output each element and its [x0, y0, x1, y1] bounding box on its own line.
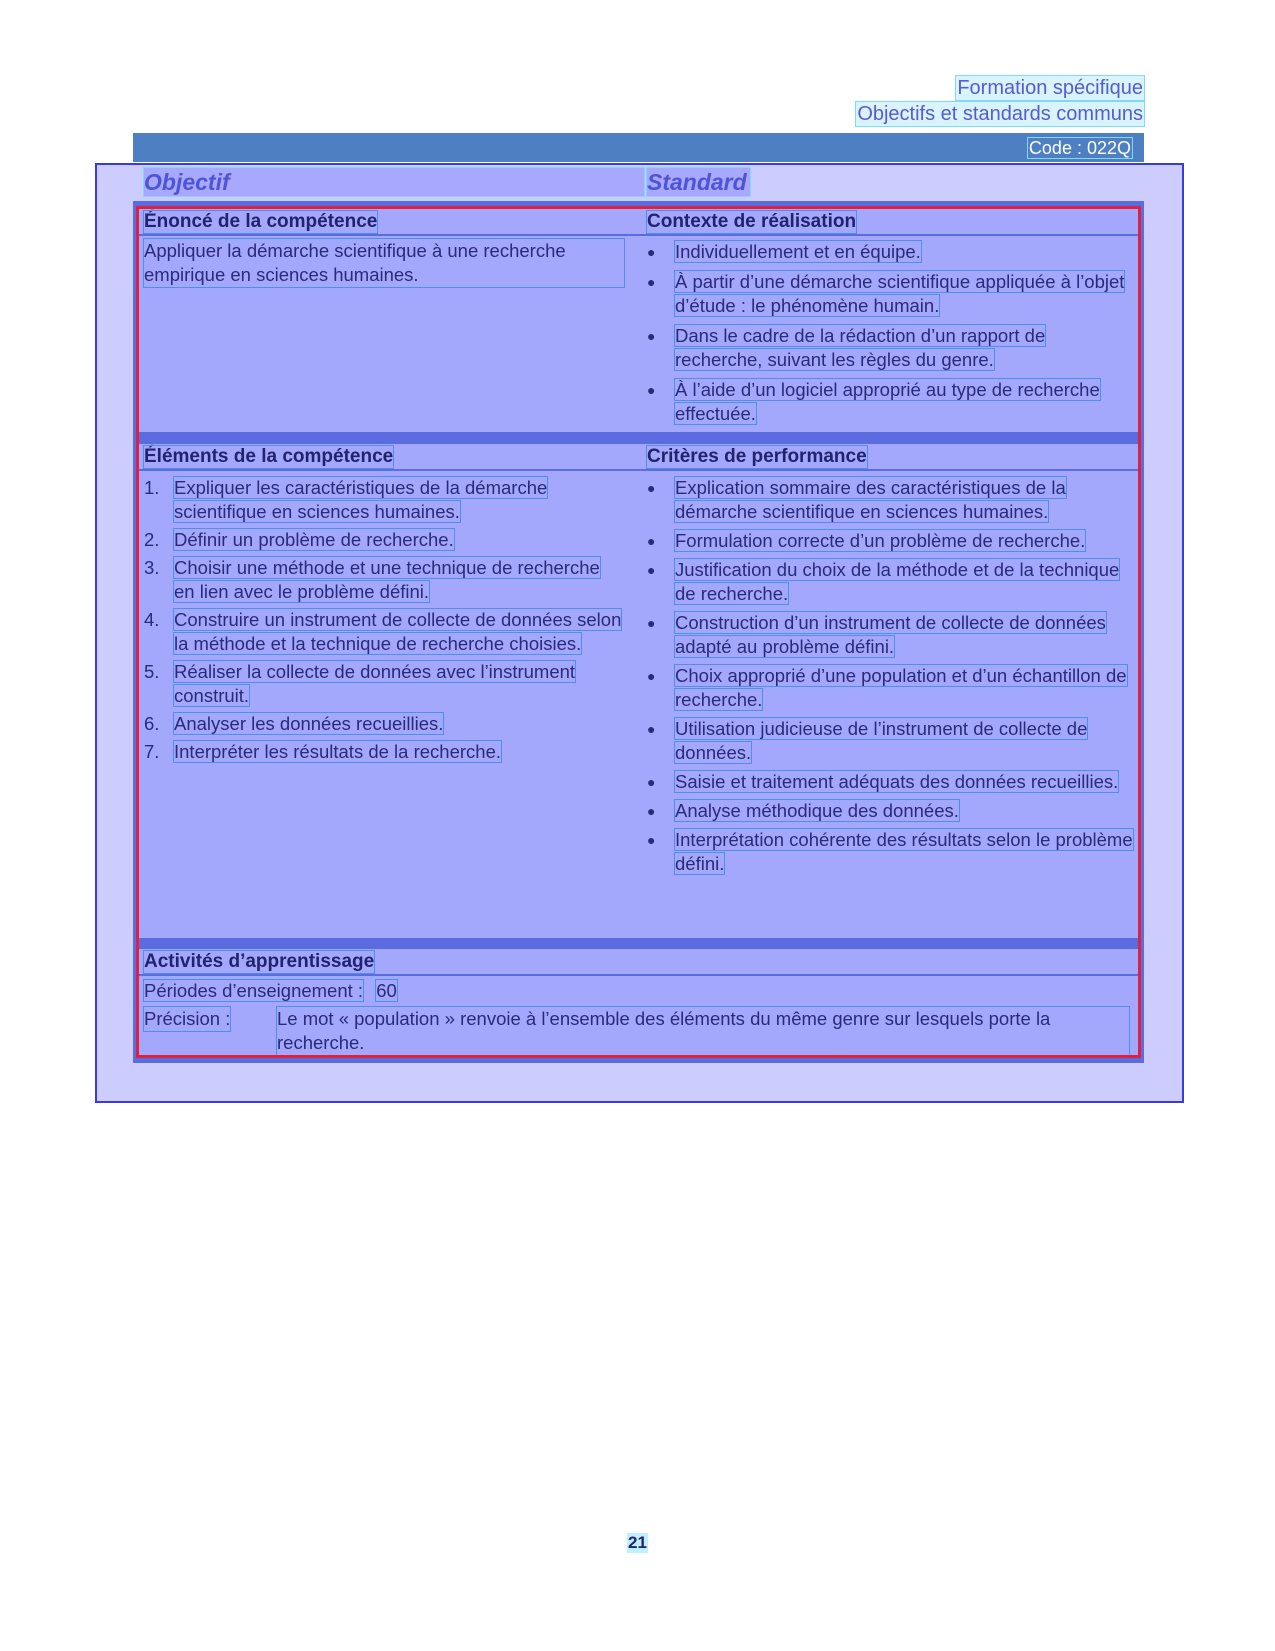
enonce-text: Appliquer la démarche scientifique à une recherche empirique en sciences humaines.	[144, 239, 624, 287]
list-item: ● Construction d’un instrument de collecte de données adapté au problème défini.	[647, 612, 1106, 657]
criteres-list	[647, 476, 1133, 876]
bullet-icon: ●	[647, 615, 656, 631]
objectif-title: Objectif	[144, 168, 644, 196]
contexte-list	[647, 240, 1133, 426]
bullet-icon: ●	[647, 721, 656, 737]
list-item: 7. Interpréter les résultats de la recherche.	[144, 741, 501, 762]
list-item: ● Justification du choix de la méthode et de la technique de recherche.	[647, 559, 1120, 604]
list-item: ● Formulation correcte d’un problème de recherche.	[647, 530, 1086, 551]
list-item: ● Choix approprié d’une population et d’un échantillon de recherche.	[647, 665, 1127, 710]
section-elements	[139, 444, 1138, 938]
elements-heading: Éléments de la compétence	[144, 446, 394, 467]
elements-list	[144, 476, 624, 764]
section-activites-header	[139, 949, 1138, 976]
list-item: ● À partir d’une démarche scientifique appliquée à l’objet d’étude : le phénomène humain.	[647, 271, 1125, 316]
section-elements-header	[139, 444, 1138, 471]
list-item: ● Saisie et traitement adéquats des données recueillies.	[647, 771, 1119, 792]
section-enonce-header	[139, 209, 1138, 236]
list-item: 1. Expliquer les caractéristiques de la démarche scientifique en sciences humaines.	[144, 477, 548, 522]
list-item: 4. Construire un instrument de collecte de données selon la méthode et la technique de recherche choisies.	[144, 609, 622, 654]
periodes-value: 60	[376, 980, 397, 1001]
page-number: 21	[628, 1533, 647, 1552]
precision-text: Le mot « population » renvoie à l’ensemble des éléments du même genre sur lesquels porte la recherche.	[277, 1007, 1129, 1055]
header-formation: Formation spécifique	[957, 77, 1143, 99]
header-objectifs: Objectifs et standards communs	[857, 103, 1143, 125]
list-item: ● Dans le cadre de la rédaction d’un rapport de recherche, suivant les règles du genre.	[647, 325, 1046, 370]
bullet-icon: ●	[647, 244, 656, 260]
criteres-heading: Critères de performance	[647, 446, 867, 467]
bullet-icon: ●	[647, 562, 656, 578]
bullet-icon: ●	[647, 803, 656, 819]
bullet-icon: ●	[647, 274, 656, 290]
standard-title: Standard	[647, 168, 750, 196]
list-item: 5. Réaliser la collecte de données avec l’instrument construit.	[144, 661, 576, 706]
list-item: 6. Analyser les données recueillies.	[144, 713, 444, 734]
bullet-icon: ●	[647, 382, 656, 398]
bullet-icon: ●	[647, 328, 656, 344]
periodes-row	[144, 979, 397, 1003]
list-item: ● À l’aide d’un logiciel approprié au type de recherche effectuée.	[647, 379, 1100, 424]
list-item: 3. Choisir une méthode et une technique de recherche en lien avec le problème défini.	[144, 557, 600, 602]
competency-code: Code : 022Q	[1028, 138, 1131, 158]
periodes-label: Périodes d’enseignement :	[144, 980, 364, 1001]
bullet-icon: ●	[647, 832, 656, 848]
list-item: ● Interprétation cohérente des résultats selon le problème défini.	[647, 829, 1133, 874]
code-bar	[133, 133, 1144, 162]
bullet-icon: ●	[647, 480, 656, 496]
activites-heading: Activités d’apprentissage	[144, 951, 375, 972]
list-item: 2. Définir un problème de recherche.	[144, 529, 454, 550]
contexte-heading: Contexte de réalisation	[647, 211, 857, 232]
bullet-icon: ●	[647, 774, 656, 790]
precision-label: Précision :	[144, 1008, 231, 1029]
enonce-heading: Énoncé de la compétence	[144, 211, 378, 232]
section-enonce	[139, 209, 1138, 432]
list-item: ● Utilisation judicieuse de l’instrument de collecte de données.	[647, 718, 1088, 763]
list-item: ● Individuellement et en équipe.	[647, 241, 921, 262]
list-item: ● Explication sommaire des caractéristiques de la démarche scientifique en sciences humaines.	[647, 477, 1066, 522]
section-activites	[139, 949, 1138, 1055]
bullet-icon: ●	[647, 668, 656, 684]
bullet-icon: ●	[647, 533, 656, 549]
list-item: ● Analyse méthodique des données.	[647, 800, 959, 821]
